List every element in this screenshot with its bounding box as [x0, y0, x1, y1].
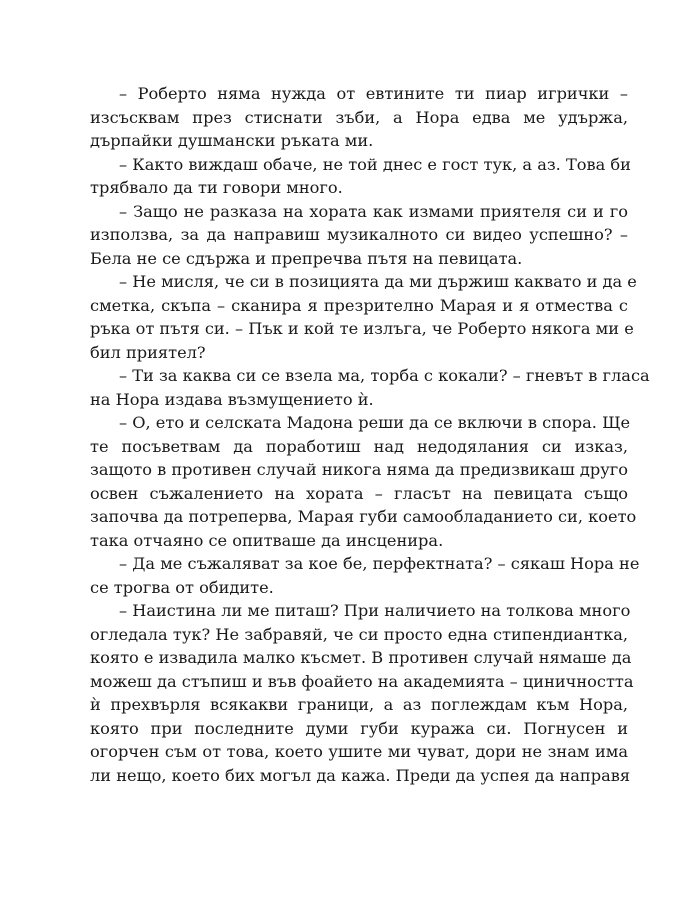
text-line: която при последните думи губи куража си. Погнусен и: [90, 718, 628, 738]
text-line: те посъветвам да поработиш над недодялания си изказ,: [90, 436, 628, 456]
book-page: [90, 82, 650, 787]
text-line: можеш да стъпиш и във фоайето на академията – циничността: [90, 671, 634, 691]
text-line: – Ти за каква си се взела ма, торба с кокали? – гневът в гласа: [119, 366, 650, 385]
paragraph: [90, 82, 628, 153]
text-line: огледала тук? Не забравяй, че си просто една стипендиантка,: [90, 624, 628, 644]
text-line: – Не мисля, че си в позицията да ми държиш каквато и да е: [119, 272, 637, 291]
paragraph: [90, 552, 640, 599]
text-line: изсъсквам през стиснати зъби, а Нора едва ме удържа,: [90, 107, 628, 127]
text-line: която е извадила малко късмет. В противен случай нямаше да: [90, 648, 632, 667]
text-line: освен съжалението на хората – гласът на певицата също: [90, 483, 628, 503]
text-line: – Наистина ли ме питаш? При наличието на толкова много: [119, 601, 631, 620]
text-line: ѝ прехвърля всякакви граници, а аз поглеждам към Нора,: [90, 695, 628, 714]
paragraph: [90, 200, 628, 271]
text-line: – Защо не разказа на хората как измами приятеля си и го: [119, 201, 628, 221]
text-line: трябвало да ти говори много.: [90, 178, 343, 197]
paragraph: [90, 411, 637, 552]
text-line: – О, ето и селската Мадона реши да се включи в спора. Ще: [119, 413, 631, 432]
paragraph: [90, 364, 650, 411]
text-line: започва да потреперва, Марая губи самообладанието си, което: [90, 507, 637, 526]
text-line: ли нещо, което бих могъл да кажа. Преди да успея да направя: [90, 765, 631, 785]
text-line: ръка от пътя си. – Пък и кой те излъга, че Роберто някога ми е: [90, 319, 634, 338]
text-line: използва, за да направиш музикалното си видео успешно? –: [90, 225, 628, 244]
text-line: на Нора издава възмущението ѝ.: [90, 389, 374, 409]
text-line: Бела не се сдържа и препречва пътя на певицата.: [90, 248, 523, 268]
text-line: така отчаяно се опитваше да инсценира.: [90, 530, 444, 550]
text-line: сметка, скъпа – сканира я презрително Марая и я отмества с: [90, 295, 628, 315]
text-line: бил приятел?: [90, 342, 206, 362]
text-line: защото в противен случай никога няма да предизвикаш друго: [90, 460, 628, 479]
paragraph: [90, 270, 637, 364]
text-line: се трогва от обидите.: [90, 577, 274, 597]
text-line: дърпайки душмански ръката ми.: [90, 131, 374, 150]
text-line: – Роберто няма нужда от евтините ти пиар игрички –: [119, 84, 628, 103]
paragraph: [90, 153, 631, 200]
text-line: – Както виждаш обаче, не той днес е гост тук, а аз. Това би: [119, 154, 631, 174]
text-line: – Да ме съжаляват за кое бе, перфектната? – сякаш Нора не: [119, 554, 640, 573]
text-line: огорчен съм от това, което ушите ми чуват, дори не знам има: [90, 742, 628, 761]
paragraph: [90, 599, 634, 787]
